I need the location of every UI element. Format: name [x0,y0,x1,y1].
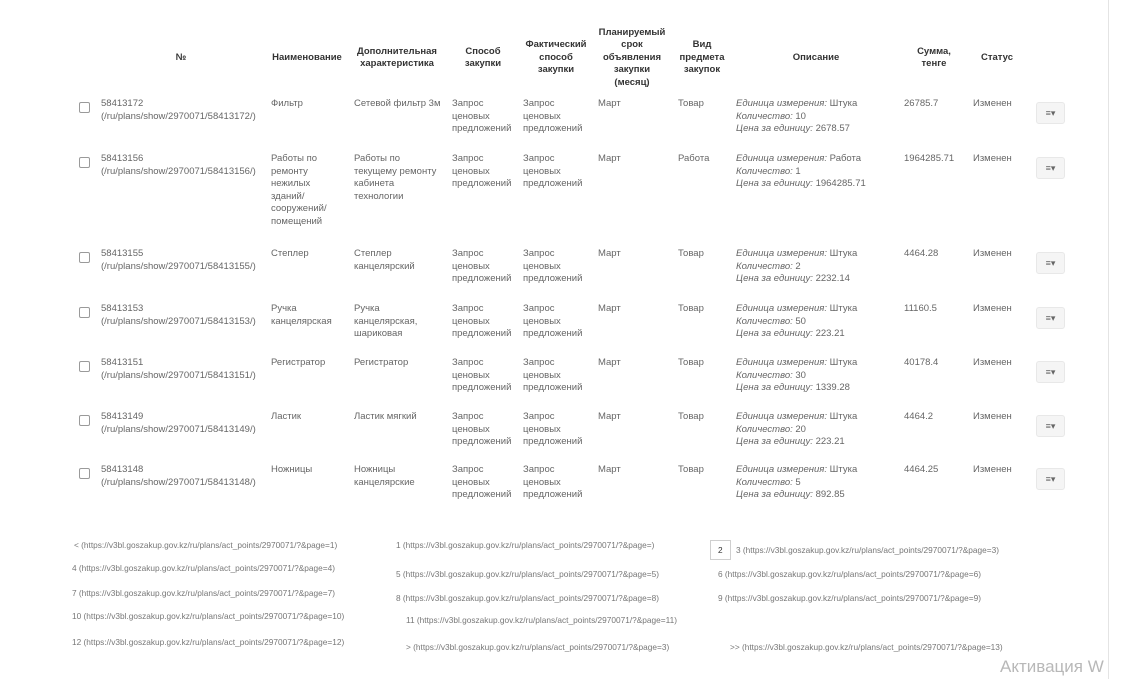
desc-price [736,123,901,136]
desc-price-label: Цена за единицу: [736,178,813,190]
desc-unit-value: Работа [829,153,862,164]
table-row [68,303,1098,357]
desc-price [736,178,901,191]
item-additional: Сетевой фильтр 3м [354,98,441,109]
row-actions-button[interactable] [1036,307,1065,329]
pagination-link[interactable]: 12 (https://v3bl.goszakup.gov.kz/ru/plans/act_points/2970071/?&page=12) [72,637,345,647]
item-name: Степлер [271,248,309,259]
item-description [736,303,901,341]
row-actions-button[interactable] [1036,415,1065,437]
desc-qty [736,166,901,179]
item-kind: Товар [678,303,704,314]
desc-unit [736,464,901,477]
item-kind: Товар [678,98,704,109]
header-method: Способ закупки [464,45,502,69]
desc-unit-label: Единица измерения: [736,411,828,422]
plan-link[interactable]: (/ru/plans/show/2970071/58413148/) [101,476,256,488]
desc-price-label: Цена за единицу: [736,436,813,448]
plan-link[interactable]: (/ru/plans/show/2970071/58413155/) [101,260,256,272]
purchase-method: Запрос ценовых предложений [452,153,512,190]
plan-number-cell [101,98,261,123]
desc-qty-label: Количество: [736,260,793,272]
desc-qty-label: Количество: [736,369,793,381]
plan-link[interactable]: (/ru/plans/show/2970071/58413149/) [101,423,256,435]
planned-month: Март [598,464,621,475]
header-description: Описание [792,51,840,63]
row-actions-button[interactable] [1036,468,1065,490]
desc-qty [736,477,901,490]
item-sum: 11160.5 [904,303,937,314]
desc-qty-value: 50 [795,315,806,327]
actual-method: Запрос ценовых предложений [523,248,583,285]
table-row [68,464,1098,520]
item-sum: 40178.4 [904,357,939,368]
header-status: Статус [980,51,1014,63]
item-description [736,411,901,449]
desc-qty-value: 5 [795,476,801,488]
item-status: Изменен [973,464,1012,475]
desc-unit-label: Единица измерения: [736,248,828,259]
header-actual-method: Фактический способ закупки [525,39,587,76]
row-actions-button[interactable] [1036,157,1065,179]
desc-unit-label: Единица измерения: [736,153,828,164]
row-checkbox[interactable] [79,252,90,263]
header-additional: Дополнительная характеристика [357,45,437,69]
desc-price-value: 1339.28 [815,382,850,394]
desc-qty-label: Количество: [736,423,793,435]
item-name: Работы по ремонту нежилых зданий/ сооружений/ помещений [271,153,327,227]
desc-price [736,328,901,341]
desc-qty-label: Количество: [736,110,793,122]
desc-unit-value: Штука [829,303,858,314]
plan-id[interactable]: 58413148 [101,464,144,475]
item-status: Изменен [973,153,1012,164]
item-kind: Товар [678,357,704,368]
desc-price-value: 892.85 [815,489,845,501]
desc-price-value: 2678.57 [815,123,850,135]
activation-watermark: Активация W [1000,657,1104,676]
plan-id[interactable]: 58413172 [101,98,144,109]
pagination-current-page: 2 [710,540,731,560]
item-additional: Работы по текущему ремонту кабинета технологии [354,153,437,202]
item-additional: Ножницы канцелярские [354,464,415,488]
desc-price-value: 223.21 [815,328,845,340]
pagination-link[interactable]: 5 (https://v3bl.goszakup.gov.kz/ru/plans/act_points/2970071/?&page=5) [396,569,659,579]
desc-qty-label: Количество: [736,315,793,327]
pagination-link[interactable]: 8 (https://v3bl.goszakup.gov.kz/ru/plans/act_points/2970071/?&page=8) [396,593,659,603]
plan-link[interactable]: (/ru/plans/show/2970071/58413172/) [101,110,256,122]
desc-unit [736,153,901,166]
header-number: № [175,51,187,63]
plan-number-cell [101,411,261,436]
plan-number-cell [101,303,261,328]
row-actions-button[interactable] [1036,102,1065,124]
header-sum: Сумма, тенге [917,45,951,69]
desc-price [736,273,901,286]
header-planned-month: Планируемый срок объявления закупки (месяц) [598,26,666,88]
item-name: Фильтр [271,98,303,109]
desc-unit-value: Штука [829,248,858,259]
item-kind: Работа [678,153,710,164]
item-kind: Товар [678,248,704,259]
row-checkbox[interactable] [79,102,90,113]
desc-unit [736,248,901,261]
desc-price-value: 1964285.71 [815,178,866,190]
pagination-link[interactable]: 9 (https://v3bl.goszakup.gov.kz/ru/plans/act_points/2970071/?&page=9) [718,593,981,603]
table-row [68,411,1098,464]
table-row [68,248,1098,303]
plan-link[interactable]: (/ru/plans/show/2970071/58413156/) [101,165,256,177]
actual-method: Запрос ценовых предложений [523,411,583,448]
pagination-link[interactable]: 7 (https://v3bl.goszakup.gov.kz/ru/plans/act_points/2970071/?&page=7) [72,588,335,598]
desc-unit-value: Штука [829,98,858,109]
purchase-method: Запрос ценовых предложений [452,98,512,135]
plan-id[interactable]: 58413155 [101,248,144,259]
desc-qty [736,424,901,437]
desc-qty [736,316,901,329]
desc-price-label: Цена за единицу: [736,489,813,501]
item-additional: Ластик мягкий [354,411,417,422]
desc-unit-label: Единица измерения: [736,357,828,368]
planned-month: Март [598,303,621,314]
desc-unit-label: Единица измерения: [736,303,828,314]
desc-price [736,382,901,395]
item-name: Регистратор [271,357,326,368]
plan-id[interactable]: 58413149 [101,411,144,422]
desc-qty-value: 1 [795,165,801,177]
item-kind: Товар [678,411,704,422]
actual-method: Запрос ценовых предложений [523,153,583,190]
plan-link[interactable]: (/ru/plans/show/2970071/58413151/) [101,369,256,381]
pagination-link[interactable]: 3 (https://v3bl.goszakup.gov.kz/ru/plans/act_points/2970071/?&page=3) [736,545,999,555]
desc-unit [736,303,901,316]
plan-number-cell [101,357,261,382]
plan-id[interactable]: 58413156 [101,153,144,164]
desc-qty-value: 30 [795,369,806,381]
pagination-link[interactable]: 11 (https://v3bl.goszakup.gov.kz/ru/plans/act_points/2970071/?&page=11) [406,615,677,625]
item-description [736,248,901,286]
row-checkbox[interactable] [79,468,90,479]
item-additional: Степлер канцелярский [354,248,415,272]
purchase-method: Запрос ценовых предложений [452,464,512,501]
actual-method: Запрос ценовых предложений [523,303,583,340]
plan-number-cell [101,464,261,489]
item-name: Ластик [271,411,302,422]
item-description [736,153,901,191]
desc-qty-value: 10 [795,110,806,122]
list-menu-icon: ≡▾ [1045,473,1056,484]
row-checkbox[interactable] [79,157,90,168]
pagination-link[interactable]: > (https://v3bl.goszakup.gov.kz/ru/plans/act_points/2970071/?&page=3) [406,642,670,652]
purchase-method: Запрос ценовых предложений [452,248,512,285]
planned-month: Март [598,411,621,422]
plan-id[interactable]: 58413153 [101,303,144,314]
desc-price-label: Цена за единицу: [736,328,813,340]
desc-qty-value: 20 [795,423,806,435]
list-menu-icon: ≡▾ [1045,312,1056,323]
table-row [68,357,1098,411]
plan-number-cell [101,248,261,273]
row-checkbox[interactable] [79,415,90,426]
desc-price-label: Цена за единицу: [736,273,813,285]
actual-method: Запрос ценовых предложений [523,98,583,135]
item-sum: 1964285.71 [904,153,955,164]
pagination-link[interactable]: 1 (https://v3bl.goszakup.gov.kz/ru/plans/act_points/2970071/?&page=) [396,540,655,550]
desc-qty [736,261,901,274]
actual-method: Запрос ценовых предложений [523,464,583,501]
desc-unit-value: Штука [829,411,858,422]
desc-qty-label: Количество: [736,476,793,488]
table-row [68,98,1098,153]
item-kind: Товар [678,464,704,475]
item-sum: 4464.25 [904,464,939,475]
item-status: Изменен [973,248,1012,259]
desc-unit-label: Единица измерения: [736,464,828,475]
item-name: Ручка канцелярская [271,303,332,327]
plan-id[interactable]: 58413151 [101,357,144,368]
desc-price-label: Цена за единицу: [736,123,813,135]
planned-month: Март [598,357,621,368]
item-name: Ножницы [271,464,313,475]
item-sum: 4464.28 [904,248,939,259]
table-header [68,20,1098,96]
desc-unit-label: Единица измерения: [736,98,828,109]
list-menu-icon: ≡▾ [1045,420,1056,431]
item-additional: Ручка канцелярская, шариковая [354,303,418,340]
item-additional: Регистратор [354,357,409,368]
item-status: Изменен [973,303,1012,314]
desc-unit-value: Штука [829,464,858,475]
row-checkbox[interactable] [79,361,90,372]
item-sum: 26785.7 [904,98,939,109]
desc-qty [736,370,901,383]
pagination-link[interactable]: 6 (https://v3bl.goszakup.gov.kz/ru/plans/act_points/2970071/?&page=6) [718,569,981,579]
row-actions-button[interactable] [1036,361,1065,383]
desc-price-value: 2232.14 [815,273,850,285]
desc-qty-label: Количество: [736,165,793,177]
page-edge-divider [1108,0,1109,679]
planned-month: Март [598,153,621,164]
desc-qty [736,111,901,124]
desc-unit-value: Штука [829,357,858,368]
actual-method: Запрос ценовых предложений [523,357,583,394]
planned-month: Март [598,248,621,259]
table-row [68,153,1098,248]
row-actions-button[interactable] [1036,252,1065,274]
pagination-link[interactable]: < (https://v3bl.goszakup.gov.kz/ru/plans/act_points/2970071/?&page=1) [74,540,338,550]
desc-unit [736,98,901,111]
item-description [736,357,901,395]
item-description [736,98,901,136]
item-status: Изменен [973,411,1012,422]
list-menu-icon: ≡▾ [1045,257,1056,268]
desc-price [736,489,901,502]
plan-number-cell [101,153,261,178]
desc-price-label: Цена за единицу: [736,382,813,394]
pagination-link[interactable]: 4 (https://v3bl.goszakup.gov.kz/ru/plans/act_points/2970071/?&page=4) [72,563,335,573]
list-menu-icon: ≡▾ [1045,162,1056,173]
purchase-method: Запрос ценовых предложений [452,303,512,340]
item-status: Изменен [973,98,1012,109]
desc-price [736,436,901,449]
planned-month: Март [598,98,621,109]
desc-price-value: 223.21 [815,436,845,448]
plan-link[interactable]: (/ru/plans/show/2970071/58413153/) [101,315,256,327]
list-menu-icon: ≡▾ [1045,366,1056,377]
item-description [736,464,901,502]
pagination-link[interactable]: 10 (https://v3bl.goszakup.gov.kz/ru/plans/act_points/2970071/?&page=10) [72,611,345,621]
item-status: Изменен [973,357,1012,368]
desc-qty-value: 2 [795,260,801,272]
header-kind: Вид предмета закупок [679,39,725,76]
row-checkbox[interactable] [79,307,90,318]
purchase-method: Запрос ценовых предложений [452,357,512,394]
pagination-link[interactable]: >> (https://v3bl.goszakup.gov.kz/ru/plans/act_points/2970071/?&page=13) [730,642,1003,652]
item-sum: 4464.2 [904,411,934,422]
purchase-method: Запрос ценовых предложений [452,411,512,448]
desc-unit [736,357,901,370]
list-menu-icon: ≡▾ [1045,107,1056,118]
header-name: Наименование [272,51,342,63]
desc-unit [736,411,901,424]
